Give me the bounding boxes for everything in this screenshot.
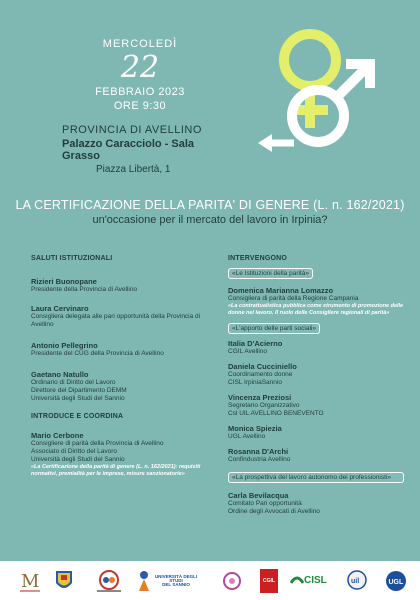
unisannio-text-2: DEL SANNIO xyxy=(162,582,190,587)
speaker-name: Mario Cerbone xyxy=(31,431,84,440)
cug-logo xyxy=(94,569,124,593)
speaker-role: Consigliera delegata alle pari opportunità della Provincia di Avellino xyxy=(31,313,201,328)
session-label-lavoro-autonomo: «La prospettiva del lavoro autonomo dei professionisti» xyxy=(228,472,404,483)
universita-sannio-logo xyxy=(152,569,200,593)
talk-title: «La Certificazione della parità di genere (L. n. 162/2021): requisiti normativi, premialità per le imprese, misure sanzionatorie» xyxy=(31,464,201,477)
ugl-logo xyxy=(384,569,408,593)
poster-header xyxy=(0,0,420,180)
speaker-preziosi xyxy=(228,393,408,418)
event-province: PROVINCIA DI AVELLINO xyxy=(62,124,202,136)
cisl-logo xyxy=(290,569,332,593)
speaker-dacierno xyxy=(228,339,408,356)
svg-text:M: M xyxy=(21,571,40,592)
speaker-name: Gaetano Natullo xyxy=(31,370,89,379)
cgil-logo xyxy=(260,569,278,593)
right-column xyxy=(228,255,408,516)
speaker-buonopane xyxy=(31,277,221,294)
event-address: Piazza Libertà, 1 xyxy=(96,164,171,175)
speaker-pellegrino xyxy=(31,341,221,358)
speaker-cucciniello xyxy=(228,362,408,387)
speaker-role: CGIL Avellino xyxy=(228,348,268,355)
consigliera-parita-logo xyxy=(137,569,151,593)
speaker-role: Presidente della Provincia di Avellino xyxy=(31,286,138,293)
speaker-name: Domenica Marianna Lomazzo xyxy=(228,286,334,295)
speaker-bevilacqua xyxy=(228,491,408,516)
speaker-role: Consigliera di parità della Regione Campania xyxy=(228,295,359,302)
speaker-name: Monica Spiezia xyxy=(228,424,282,433)
speaker-role: UGL Avellino xyxy=(228,433,266,440)
cgil-text: CGIL xyxy=(263,578,275,584)
introduce-heading: INTRODUCE E COORDINA xyxy=(31,413,124,420)
venue-block xyxy=(62,124,222,175)
saluti-heading: SALUTI ISTITUZIONALI xyxy=(31,255,113,262)
speaker-name: Carla Bevilacqua xyxy=(228,491,289,500)
uil-text: uil xyxy=(351,578,360,585)
event-month-year: FEBBRAIO 2023 xyxy=(95,86,185,98)
event-weekday: MERCOLEDÌ xyxy=(102,38,178,50)
speaker-role: Confindustria Avellino xyxy=(228,456,291,463)
event-subtitle: un'occasione per il mercato del lavoro in Irpinia? xyxy=(92,214,328,226)
speaker-name: Rizieri Buonopane xyxy=(31,277,97,286)
speaker-darchi xyxy=(228,447,408,464)
provincia-avellino-logo xyxy=(55,569,73,593)
unisannio-text: UNIVERSITÀ DEGLI STUDI xyxy=(154,574,198,583)
cisl-mark-icon xyxy=(290,569,304,593)
speaker-name: Antonio Pellegrino xyxy=(31,341,98,350)
speaker-name: Rosanna D'Archi xyxy=(228,447,289,456)
event-venue: Palazzo Caracciolo - Sala Grasso xyxy=(62,138,195,162)
cisl-text: CISL xyxy=(304,575,327,586)
speaker-cerbone xyxy=(31,431,221,478)
speaker-lomazzo xyxy=(228,286,408,317)
ordine-avvocati-logo xyxy=(18,569,42,593)
speaker-name: Italia D'Acierno xyxy=(228,339,283,348)
speaker-role: Presidente del CUG della Provincia di Avellino xyxy=(31,350,164,357)
speaker-name: Daniela Cucciniello xyxy=(228,362,297,371)
intervengono-heading: INTERVENGONO xyxy=(228,255,288,262)
session-label-istituzioni: «Le Istituzioni della parità» xyxy=(228,268,313,279)
event-title: LA CERTIFICAZIONE DELLA PARITA' DI GENERE (L. n. 162/2021) xyxy=(15,198,405,212)
speaker-natullo xyxy=(31,370,221,403)
speaker-role: Segretario Organizzativo Csl UIL AVELLINO BENEVENTO xyxy=(228,402,324,417)
talk-title: «La contrattualistica pubblica come strumento di promozione delle donne nel lavoro. Il ruolo delle Consigliere regionali di parità» xyxy=(228,303,404,316)
speaker-name: Vincenza Preziosi xyxy=(228,393,292,402)
event-time: ORE 9:30 xyxy=(113,100,167,112)
speaker-name: Laura Cervinaro xyxy=(31,304,89,313)
title-block xyxy=(0,198,420,226)
event-day: 22 xyxy=(120,50,160,85)
uil-logo xyxy=(346,569,368,593)
speaker-spiezia xyxy=(228,424,408,441)
left-column xyxy=(31,255,221,478)
ugl-text: UGL xyxy=(388,579,404,586)
gender-symbol-icon xyxy=(248,8,388,158)
logo-strip xyxy=(0,561,420,600)
speaker-role: Coordinamento donne CISL IrpiniaSannio xyxy=(228,371,293,386)
speaker-role: Comitato Pari opportunità Ordine degli Avvocati di Avellino xyxy=(228,500,320,515)
arrow-left-icon xyxy=(258,134,294,152)
pari-opportunita-logo xyxy=(222,569,242,593)
session-label-parti-sociali: «L'apporto delle parti sociali» xyxy=(228,323,320,334)
speaker-role: Consigliere di parità della Provincia di Avellino Associato di Diritto del Lavoro Università degli Studi del Sannio xyxy=(31,440,164,463)
speaker-cervinaro xyxy=(31,304,221,329)
speaker-role: Ordinario di Diritto del Lavoro Direttore del Dipartimento DEMM Università degli Studi del Sannio xyxy=(31,379,127,402)
date-block xyxy=(60,38,220,112)
